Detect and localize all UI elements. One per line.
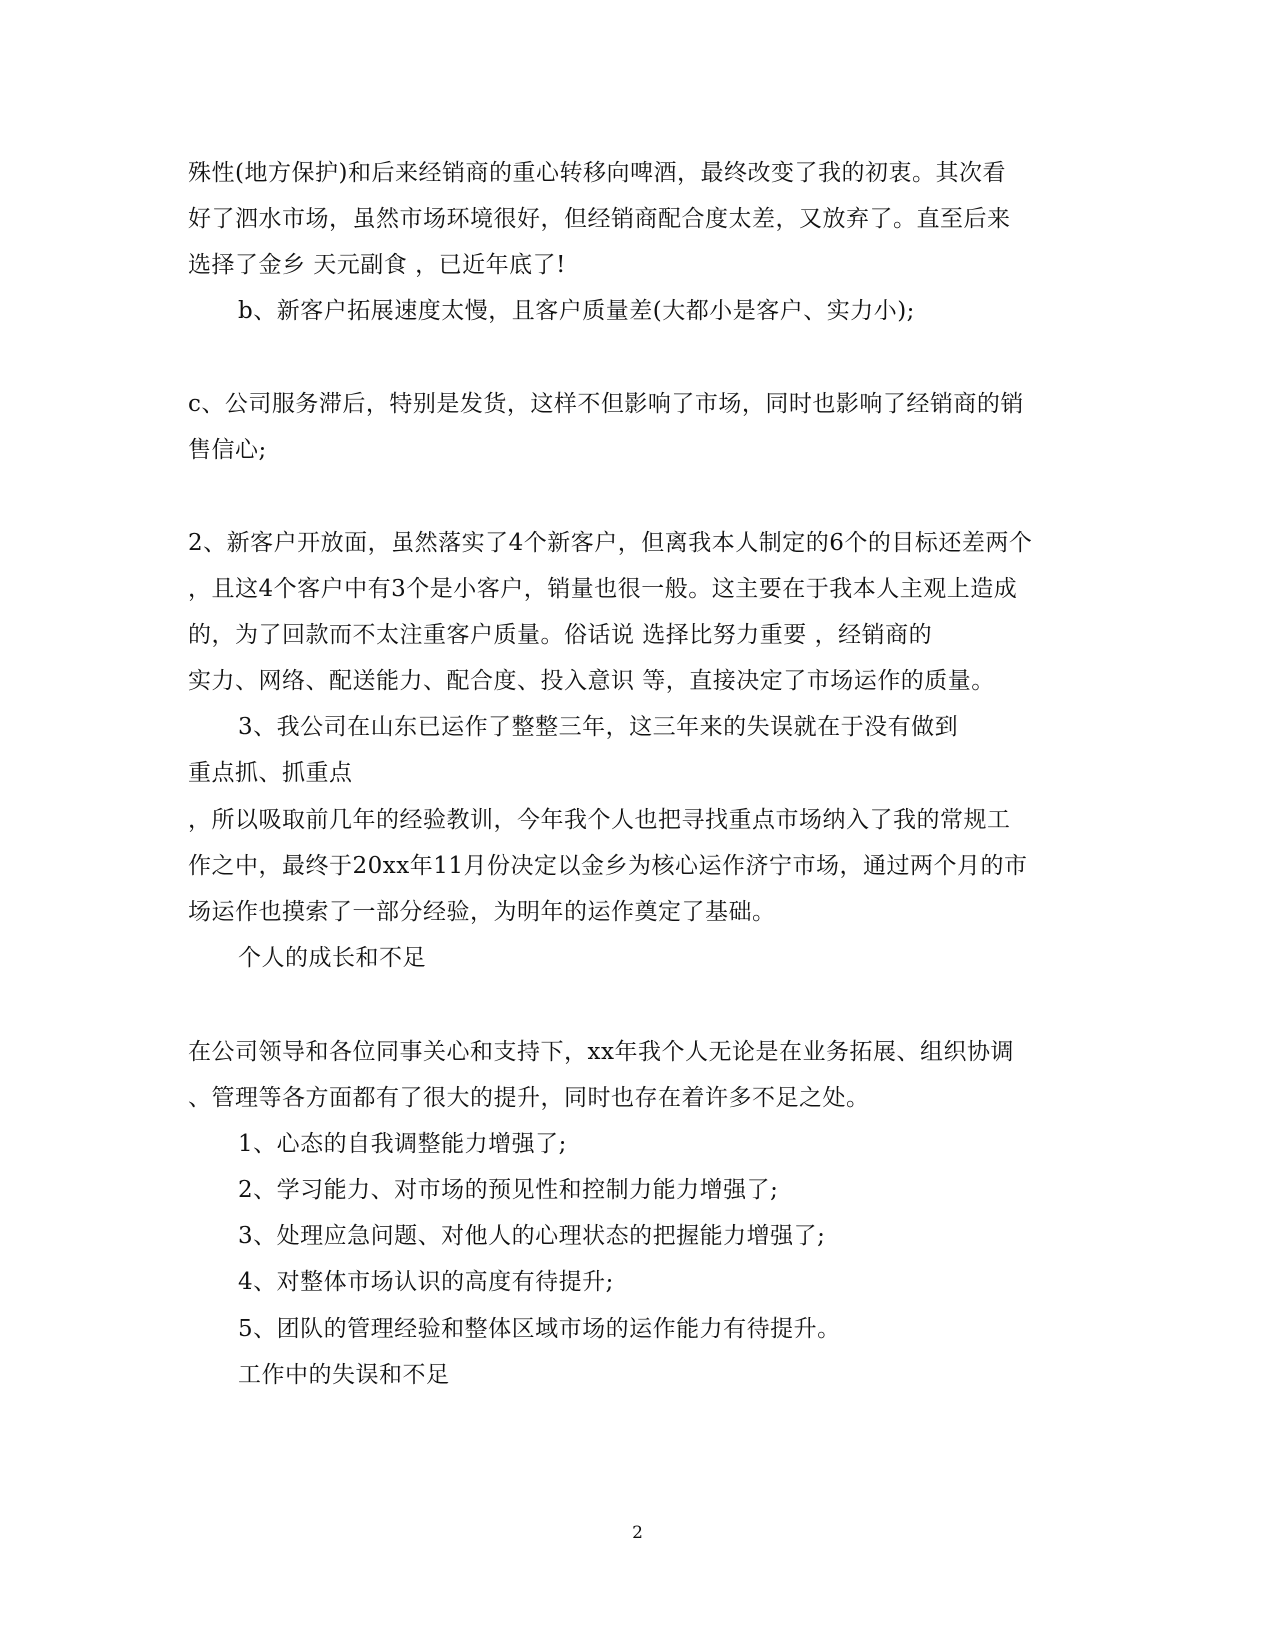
text-line: ，且这4个客户中有3个是小客户，销量也很一般。这主要在于我本人主观上造成: [188, 576, 1018, 602]
text-line: 重点抓、抓重点: [188, 760, 353, 786]
section-heading: 工作中的失误和不足: [238, 1362, 450, 1388]
text-line: 好了泗水市场，虽然市场环境很好，但经销商配合度太差，又放弃了。直至后来: [188, 206, 1011, 232]
text-line: 、管理等各方面都有了很大的提升，同时也存在着许多不足之处。: [188, 1085, 870, 1111]
text-line: 2、新客户开放面，虽然落实了4个新客户，但离我本人制定的6个的目标还差两个: [188, 530, 1033, 556]
text-line: 实力、网络、配送能力、配合度、投入意识 等，直接决定了市场运作的质量。: [188, 668, 995, 694]
text-line: 售信心;: [188, 437, 267, 463]
text-line: 的，为了回款而不太注重客户质量。俗话说 选择比努力重要 ，经销商的: [188, 622, 933, 648]
text-line: 3、我公司在山东已运作了整整三年，这三年来的失误就在于没有做到: [238, 714, 959, 740]
list-item: 4、对整体市场认识的高度有待提升;: [238, 1269, 614, 1295]
section-heading: 个人的成长和不足: [238, 945, 426, 971]
text-line: 选择了金乡 天元副食 ，已近年底了!: [188, 252, 566, 278]
list-item: 5、团队的管理经验和整体区域市场的运作能力有待提升。: [238, 1316, 841, 1342]
text-line: ，所以吸取前几年的经验教训，今年我个人也把寻找重点市场纳入了我的常规工: [188, 807, 1011, 833]
list-item: 1、心态的自我调整能力增强了;: [238, 1131, 567, 1157]
page-number: 2: [632, 1523, 643, 1543]
text-line: 作之中，最终于20xx年11月份决定以金乡为核心运作济宁市场，通过两个月的市: [188, 853, 1028, 879]
list-item: 2、学习能力、对市场的预见性和控制力能力增强了;: [238, 1177, 779, 1203]
text-line: 场运作也摸索了一部分经验，为明年的运作奠定了基础。: [188, 899, 776, 925]
text-line: 在公司领导和各位同事关心和支持下，xx年我个人无论是在业务拓展、组织协调: [188, 1039, 1014, 1065]
text-line: 殊性(地方保护)和后来经销商的重心转移向啤酒，最终改变了我的初衷。其次看: [188, 160, 1006, 186]
text-line: c、公司服务滞后，特别是发货，这样不但影响了市场，同时也影响了经销商的销: [188, 391, 1024, 417]
text-line: b、新客户拓展速度太慢，且客户质量差(大都小是客户、实力小);: [238, 298, 915, 324]
list-item: 3、处理应急问题、对他人的心理状态的把握能力增强了;: [238, 1223, 826, 1249]
